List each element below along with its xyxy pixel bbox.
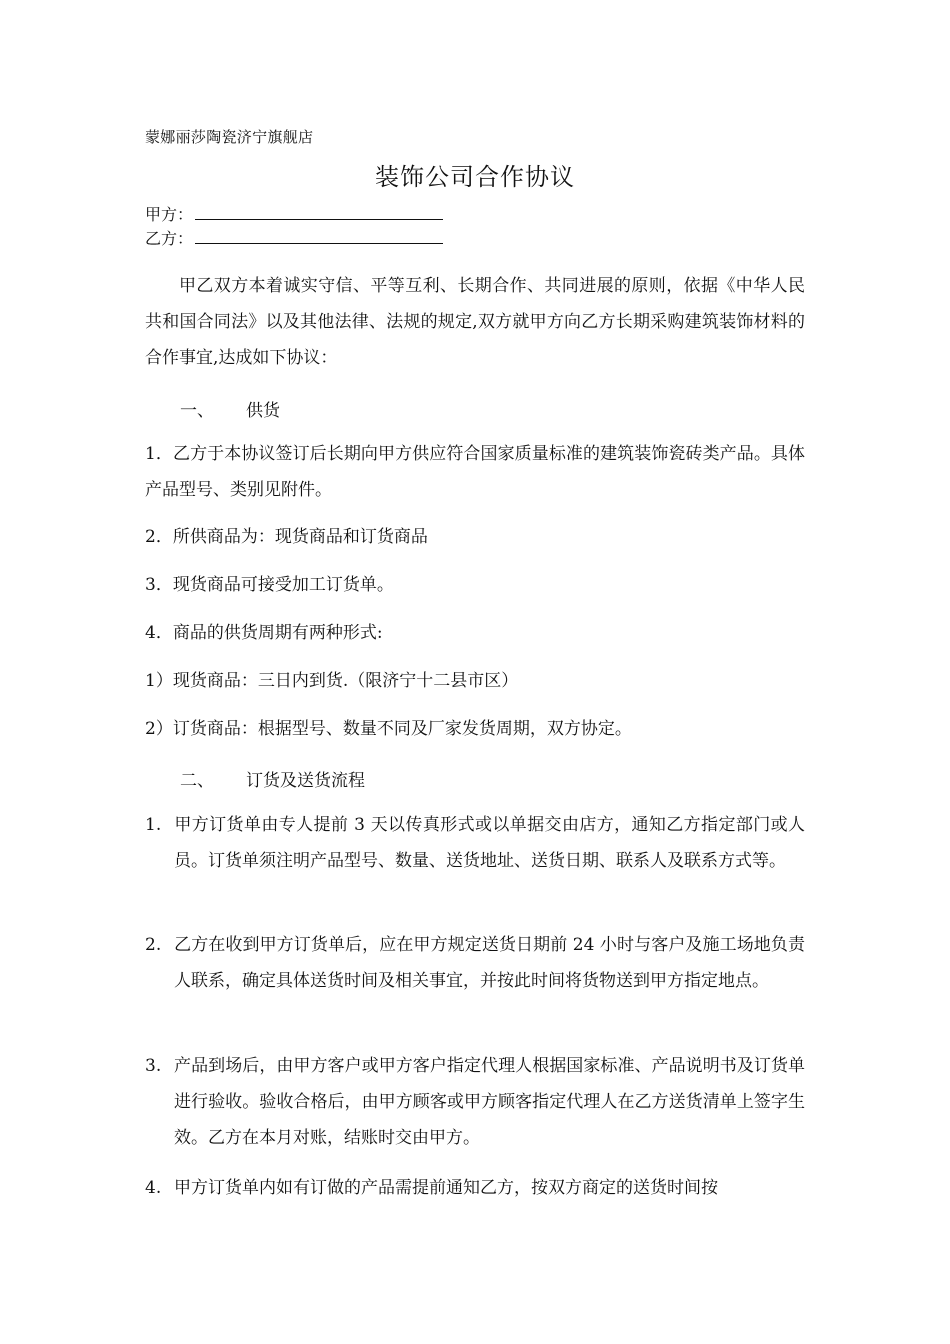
item-text: 乙方在收到甲方订货单后，应在甲方规定送货日期前 24 小时与客户及施工场地负责人联系，确定具体送货时间及相关事宜，并按此时间将货物送到甲方指定地点。 bbox=[174, 935, 805, 991]
section-number: 一、 bbox=[180, 401, 214, 421]
section-title: 供货 bbox=[246, 401, 280, 421]
party-a-blank bbox=[195, 205, 443, 220]
party-b-line bbox=[145, 226, 443, 249]
intro-paragraph: 甲乙双方本着诚实守信、平等互利、长期合作、共同进展的原则，依据《中华人民共和国合同法》以及其他法律、法规的规定,双方就甲方向乙方长期采购建筑装饰材料的合作事宜,达成如下协议： bbox=[145, 276, 805, 368]
party-b-label: 乙方： bbox=[145, 229, 194, 248]
list-item: 2．所供商品为：现货商品和订货商品 bbox=[145, 527, 428, 547]
item-number: 1. bbox=[145, 815, 162, 835]
document-title: 装饰公司合作协议 bbox=[375, 163, 575, 191]
store-name: 蒙娜丽莎陶瓷济宁旗舰店 bbox=[145, 128, 314, 146]
item-number: 4. bbox=[145, 1178, 162, 1198]
party-a-line bbox=[145, 202, 443, 225]
section-heading-supply bbox=[180, 396, 280, 421]
item-text: 甲方订货单内如有订做的产品需提前通知乙方，按双方商定的送货时间按 bbox=[174, 1178, 718, 1198]
list-item: 3．现货商品可接受加工订货单。 bbox=[145, 575, 394, 595]
item-number: 3. bbox=[145, 1056, 162, 1076]
list-item: 1．乙方于本协议签订后长期向甲方供应符合国家质量标准的建筑装饰瓷砖类产品。具体产品型号、类别见附件。 bbox=[145, 444, 805, 500]
item-text: 甲方订货单由专人提前 3 天以传真形式或以单据交由店方，通知乙方指定部门或人员。订货单须注明产品型号、数量、送货地址、送货日期、联系人及联系方式等。 bbox=[174, 815, 805, 871]
party-b-blank bbox=[195, 229, 443, 244]
list-item: 2）订货商品：根据型号、数量不同及厂家发货周期，双方协定。 bbox=[145, 719, 632, 739]
list-item bbox=[145, 1170, 805, 1206]
section-number: 二、 bbox=[180, 771, 214, 791]
party-a-label: 甲方： bbox=[145, 205, 194, 224]
list-item bbox=[145, 1048, 805, 1156]
item-number: 2. bbox=[145, 935, 162, 955]
list-item bbox=[145, 927, 805, 999]
item-text: 产品到场后，由甲方客户或甲方客户指定代理人根据国家标准、产品说明书及订货单进行验收。验收合格后，由甲方顾客或甲方顾客指定代理人在乙方送货清单上签字生效。乙方在本月对账，结账时交由甲方。 bbox=[174, 1056, 805, 1148]
section-heading-ordering bbox=[180, 766, 365, 791]
list-item: 1）现货商品：三日内到货.（限济宁十二县市区） bbox=[145, 671, 519, 691]
list-item bbox=[145, 807, 805, 879]
list-item: 4．商品的供货周期有两种形式: bbox=[145, 623, 383, 643]
section-title: 订货及送货流程 bbox=[246, 771, 365, 791]
